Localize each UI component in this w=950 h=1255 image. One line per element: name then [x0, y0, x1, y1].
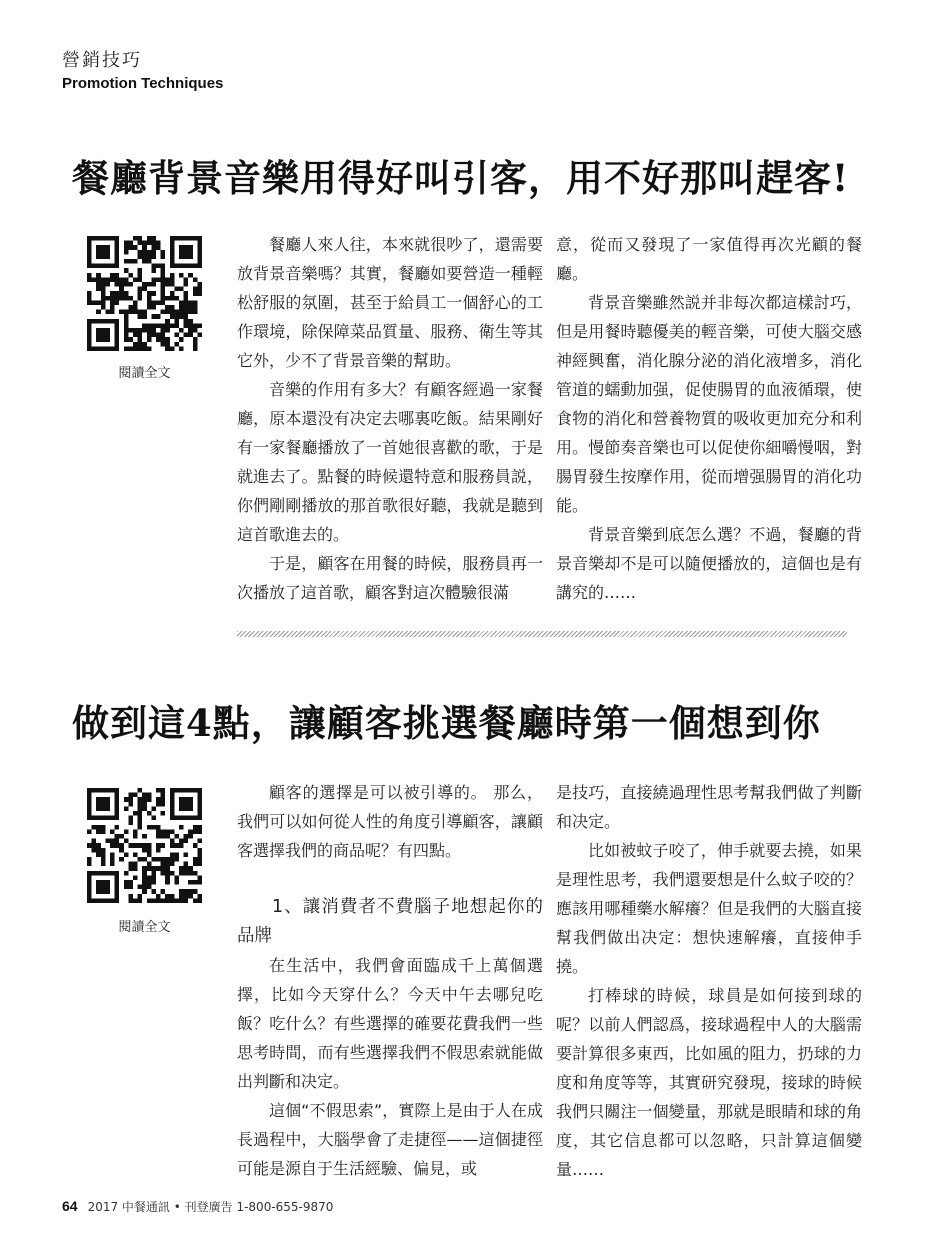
paragraph: 背景音樂到底怎么選？不過，餐廳的背景音樂却不是可以隨便播放的，這個也是有講究的…… — [556, 525, 862, 602]
page-footer — [62, 1198, 333, 1215]
section-label-chinese: 營銷技巧 — [62, 50, 142, 71]
article-1-title: 餐廳背景音樂用得好叫引客，用不好那叫趕客! — [72, 156, 850, 200]
paragraph: 這個“不假思索”，實際上是由于人在成長過程中，大腦學會了走捷徑——這個捷徑可能是源自于生活經驗、偏見，或 — [237, 1101, 543, 1178]
footer-text: 2017 中餐通訊 • 刊登廣告 1-800-655-9870 — [87, 1200, 334, 1214]
section-label-english: Promotion Techniques — [62, 75, 224, 92]
paragraph: 背景音樂雖然説并非每次都這樣討巧，但是用餐時聽優美的輕音樂，可使大腦交感神經興奮，消化腺分泌的消化液增多，消化管道的蠕動加强，促使腸胃的血液循環，使食物的消化和營養物質的吸收更加充分和利用。慢節奏音樂也可以促使你細嚼慢咽，對腸胃發生按摩作用，從而增强腸胃的消化功能。 — [556, 293, 862, 515]
qr-caption-read-full[interactable]: 閱讀全文 — [118, 366, 171, 381]
qr-caption-read-full[interactable]: 閱讀全文 — [118, 920, 171, 935]
subheading: 1、讓消費者不費腦子地想起你的品牌 — [237, 897, 543, 946]
paragraph: 音樂的作用有多大？有顧客經過一家餐廳，原本還没有决定去哪裏吃飯。結果剛好有一家餐廳播放了一首她很喜歡的歌，于是就進去了。點餐的時候還特意和服務員説，你們剛剛播放的那首歌很好聽，我就是聽到這首歌進去的。 — [237, 380, 543, 544]
paragraph: 是技巧，直接繞過理性思考幫我們做了判斷和决定。 — [556, 783, 862, 831]
paragraph: 打棒球的時候，球員是如何接到球的呢？以前人們認爲，接球過程中人的大腦需要計算很多東西，比如風的阻力，扔球的力度和角度等等，其實研究發現，接球的時候我們只關注一個變量，那就是眼睛和球的角度，其它信息都可以忽略，只計算這個變量…… — [556, 986, 862, 1179]
article-2-title: 做到這4點，讓顧客挑選餐廳時第一個想到你 — [72, 701, 821, 745]
article-2-column-2 — [556, 778, 862, 1184]
article-2-column-1 — [237, 778, 543, 1183]
article-1-column-1 — [237, 230, 543, 607]
page-number: 64 — [62, 1198, 78, 1214]
paragraph: 于是，顧客在用餐的時候，服務員再一次播放了這首歌，顧客對這次體驗很滿 — [237, 554, 543, 602]
paragraph: 餐廳人來人往，本來就很吵了，還需要放背景音樂嗎？其實，餐廳如要營造一種輕松舒服的氛圍，甚至于給員工一個舒心的工作環境，除保障菜品質量、服務、衛生等其它外，少不了背景音樂的幫助。 — [237, 235, 543, 370]
paragraph: 在生活中，我們會面臨成千上萬個選擇，比如今天穿什么？今天中午去哪兒吃飯？吃什么？有些選擇的確要花費我們一些思考時間，而有些選擇我們不假思索就能做出判斷和决定。 — [237, 956, 543, 1091]
section-label — [62, 46, 223, 92]
paragraph: 意，從而又發現了一家值得再次光顧的餐廳。 — [556, 235, 862, 283]
paragraph: 顧客的選擇是可以被引導的。 那么，我們可以如何從人性的角度引導顧客，讓顧客選擇我們的商品呢？有四點。 — [237, 783, 543, 860]
section-divider — [237, 631, 847, 637]
qr-code-icon[interactable] — [87, 788, 202, 903]
article-1-column-2 — [556, 230, 862, 607]
qr-code-icon[interactable] — [87, 236, 202, 351]
paragraph: 比如被蚊子咬了，伸手就要去撓，如果是理性思考，我們還要想是什么蚊子咬的？應該用哪種藥水解癢？但是我們的大腦直接幫我們做出决定：想快速解癢，直接伸手撓。 — [556, 841, 862, 976]
